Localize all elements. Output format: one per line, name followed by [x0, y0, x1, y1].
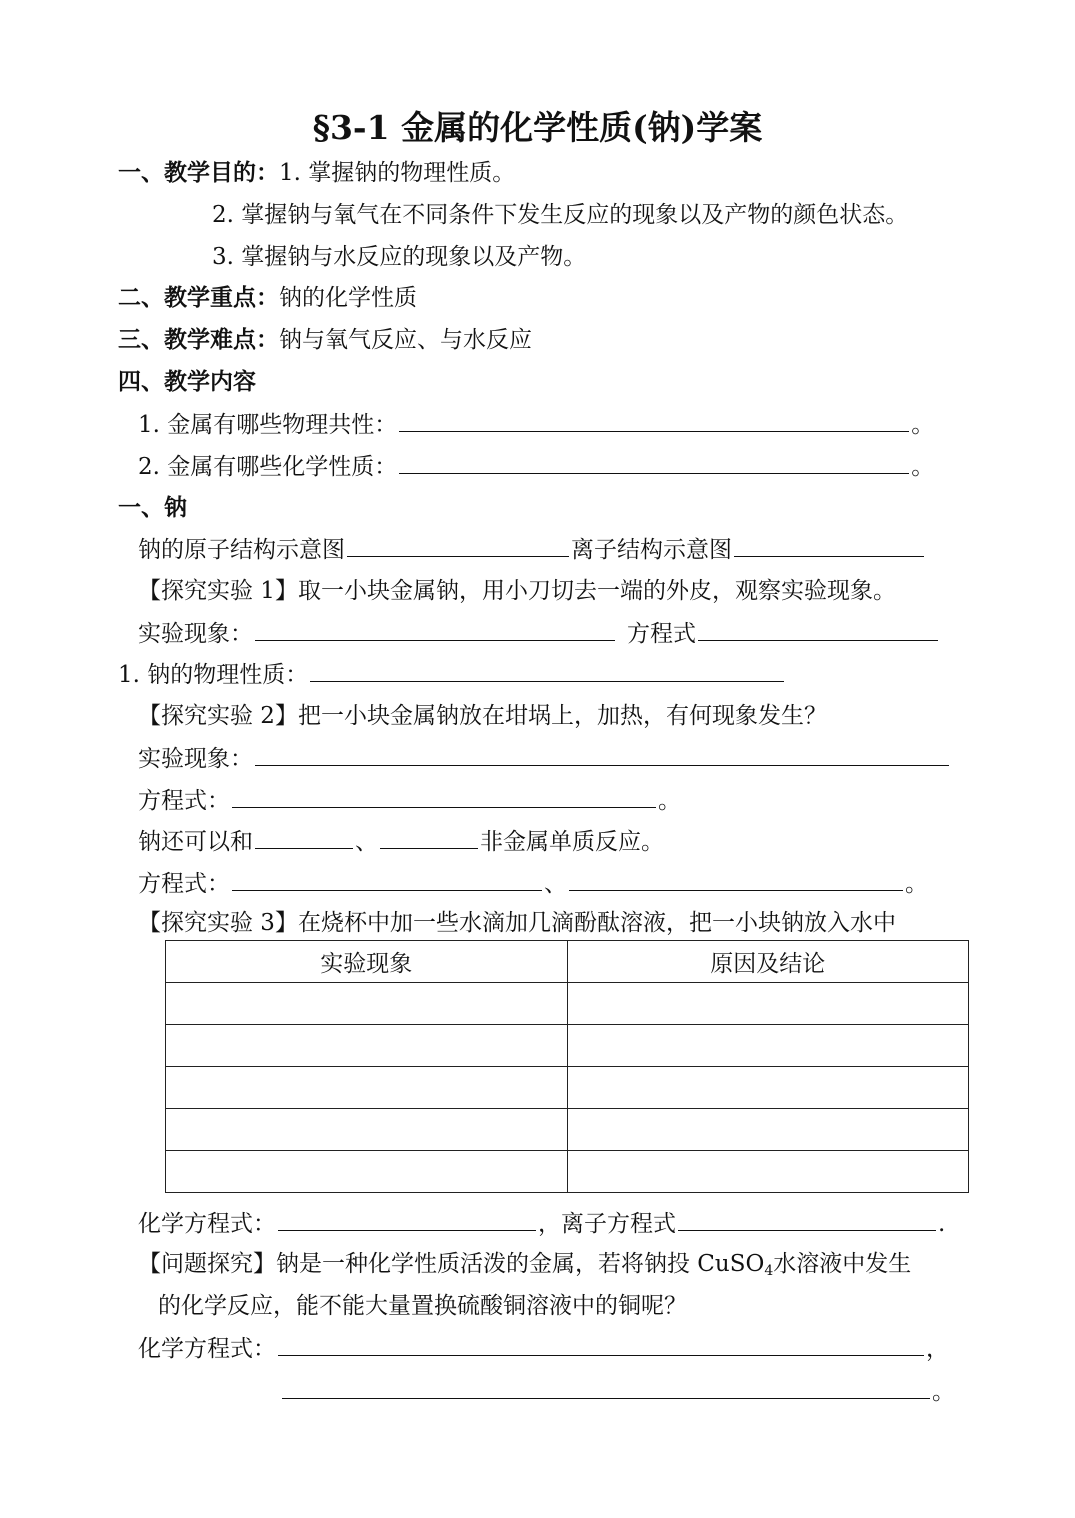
- table-cell[interactable]: [166, 983, 568, 1025]
- table-row: [166, 1067, 969, 1109]
- experiment-2-equation-line: [138, 785, 681, 815]
- table-header-phenomenon: 实验现象: [166, 941, 568, 983]
- nonmetal-prefix: 钠还可以和: [138, 829, 253, 855]
- content-q1: [138, 409, 934, 439]
- chem-equation-label: 化学方程式：: [138, 1211, 276, 1237]
- difficulty-heading: 三、教学难点：: [118, 326, 279, 353]
- answer-blank[interactable]: [678, 1208, 936, 1231]
- content-q2-label: 2. 金属有哪些化学性质：: [138, 454, 398, 480]
- sodium-heading: 一、钠: [118, 494, 187, 521]
- experiment-1: 【探究实验 1】取一小块金属钠，用小刀切去一端的外皮，观察实验现象。: [138, 578, 896, 604]
- answer-blank[interactable]: [232, 868, 542, 891]
- experiment-3-table: [165, 940, 969, 1193]
- experiment-1-result-line: [138, 618, 940, 648]
- experiment-2-phenomenon-line: [138, 743, 951, 773]
- ion-equation-label: ，离子方程式: [538, 1211, 676, 1237]
- phenomenon-label: 实验现象：: [138, 621, 253, 647]
- physical-properties-label: 1. 钠的物理性质：: [118, 662, 309, 688]
- answer-blank[interactable]: [255, 743, 949, 766]
- table-cell[interactable]: [567, 983, 969, 1025]
- table-cell[interactable]: [166, 1109, 568, 1151]
- phenomenon-label: 实验现象：: [138, 746, 253, 772]
- period: 。: [932, 1379, 955, 1405]
- equation-label: 方程式: [627, 621, 696, 647]
- answer-blank[interactable]: [232, 785, 656, 808]
- period: 。: [911, 454, 935, 480]
- content-q2: [138, 451, 934, 481]
- atom-structure-label: 钠的原子结构示意图: [138, 537, 345, 563]
- answer-blank[interactable]: [569, 868, 903, 891]
- experiment-2: 【探究实验 2】把一小块金属钠放在坩埚上，加热，有何现象发生？: [138, 703, 827, 729]
- table-cell[interactable]: [567, 1025, 969, 1067]
- table-row: [166, 1151, 969, 1193]
- answer-blank[interactable]: [310, 659, 784, 682]
- answer-blank[interactable]: [698, 618, 938, 641]
- experiment-3: 【探究实验 3】在烧杯中加一些水滴加几滴酚酞溶液，把一小块钠放入水中: [138, 910, 896, 936]
- nonmetal-equation-line: [138, 868, 928, 898]
- separator: 、: [355, 829, 378, 855]
- ion-structure-label: 离子结构示意图: [571, 537, 732, 563]
- nonmetal-suffix: 非金属单质反应。: [480, 829, 664, 855]
- difficulty-text: 钠与氧气反应、与水反应: [279, 327, 532, 353]
- objective-1: 1. 掌握钠的物理性质。: [279, 160, 516, 186]
- nonmetal-reaction-line: [138, 826, 664, 856]
- answer-blank[interactable]: [255, 826, 353, 849]
- table-row: [166, 1109, 969, 1151]
- answer-blank[interactable]: [278, 1333, 924, 1356]
- equation-row: [138, 1208, 945, 1238]
- table-header-row: [166, 941, 969, 983]
- question-line-2: 的化学反应，能不能大量置换硫酸铜溶液中的铜呢？: [158, 1293, 687, 1319]
- key-point-text: 钠的化学性质: [279, 285, 417, 311]
- table-cell[interactable]: [166, 1025, 568, 1067]
- key-point-heading: 二、教学重点：: [118, 284, 279, 311]
- objectives-line: [118, 158, 515, 188]
- table-cell[interactable]: [166, 1151, 568, 1193]
- period: .: [938, 1211, 946, 1237]
- chem-equation-label: 化学方程式：: [138, 1336, 276, 1362]
- table-cell[interactable]: [567, 1067, 969, 1109]
- final-equation-line: [138, 1333, 949, 1363]
- answer-blank[interactable]: [380, 826, 478, 849]
- structure-line: [138, 534, 926, 564]
- subscript: 4: [764, 1263, 774, 1279]
- key-point-line: [118, 283, 417, 313]
- equation-label: 方程式：: [138, 871, 230, 897]
- page-title: §3-1 金属的化学性质(钠)学案: [312, 108, 763, 147]
- question-line-1: [138, 1249, 911, 1279]
- difficulty-line: [118, 325, 532, 355]
- content-heading: 四、教学内容: [118, 368, 256, 395]
- question-text-2: 水溶液中发生: [773, 1251, 912, 1277]
- table-row: [166, 1025, 969, 1067]
- period: 。: [911, 412, 935, 438]
- period: 。: [658, 788, 681, 814]
- answer-blank[interactable]: [282, 1376, 930, 1399]
- answer-blank[interactable]: [734, 534, 924, 557]
- equation-label: 方程式：: [138, 788, 230, 814]
- objectives-heading: 一、教学目的：: [118, 159, 279, 186]
- question-text-1: 【问题探究】钠是一种化学性质活泼的金属，若将钠投 CuSO: [138, 1251, 765, 1277]
- answer-blank[interactable]: [399, 451, 909, 474]
- answer-blank[interactable]: [399, 409, 909, 432]
- period: 。: [905, 871, 928, 897]
- comma: ，: [926, 1336, 949, 1362]
- answer-blank[interactable]: [278, 1208, 536, 1231]
- answer-blank[interactable]: [255, 618, 615, 641]
- table-cell[interactable]: [567, 1109, 969, 1151]
- final-equation-line-2: [280, 1376, 955, 1406]
- answer-blank[interactable]: [347, 534, 569, 557]
- table-cell[interactable]: [166, 1067, 568, 1109]
- objective-3: 3. 掌握钠与水反应的现象以及产物。: [212, 244, 587, 270]
- objective-2: 2. 掌握钠与氧气在不同条件下发生反应的现象以及产物的颜色状态。: [212, 202, 909, 228]
- table-header-conclusion: 原因及结论: [567, 941, 969, 983]
- separator: 、: [544, 871, 567, 897]
- content-q1-label: 1. 金属有哪些物理共性：: [138, 412, 398, 438]
- table-cell[interactable]: [567, 1151, 969, 1193]
- physical-properties-line: [118, 659, 786, 689]
- table-row: [166, 983, 969, 1025]
